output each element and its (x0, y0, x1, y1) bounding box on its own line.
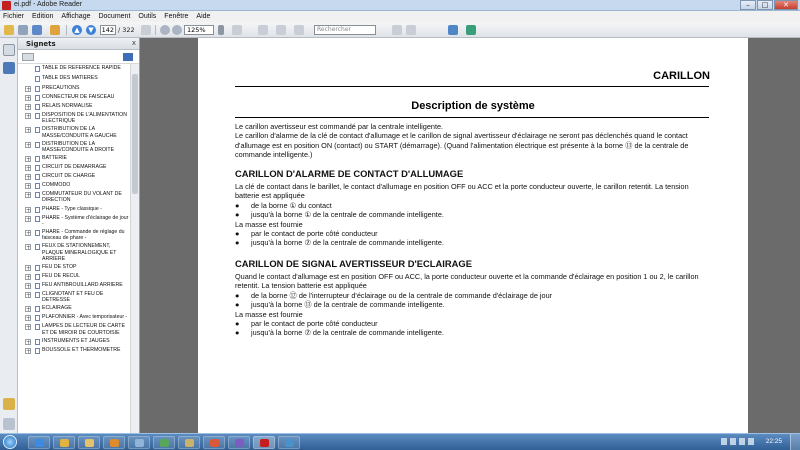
bookmark-label: TABLE DES MATIERES (42, 75, 98, 81)
close-panel-icon[interactable]: x (131, 39, 136, 47)
section-alarme: CARILLON D'ALARME DE CONTACT D'ALLUMAGE La clé de contact dans le barillet, le contact d'allumage en position OFF ou ACC et la porte conducteur ouverte, le carillon retentit. La tension batterie est appliquée ● de la borne ① du contact ● jusqu'à la borne ① de la centrale de commande intelligente. La masse est fournie ● par le contact de porte côté conducteur ● jusqu'à la borne ⑦ de la centrale de commande intelligente. (235, 168, 711, 248)
bookmark-icon (35, 339, 40, 345)
next-page-icon[interactable]: ▼ (86, 25, 96, 35)
search-input[interactable]: Rechercher (314, 25, 376, 35)
taskbar-app11[interactable] (278, 436, 300, 449)
bookmark-label: PHARE - Commande de réglage du faisceau de phare - (42, 229, 125, 242)
expand-icon[interactable]: + (26, 292, 32, 300)
app-icon (185, 439, 194, 447)
bookmark-item[interactable] (18, 304, 131, 313)
bookmark-icon (35, 324, 40, 330)
bookmark-label: FEU ANTIBROUILLARD ARRIERE (42, 282, 123, 289)
expand-icon[interactable]: + (26, 104, 32, 111)
media-icon (110, 439, 119, 447)
bookmark-label: LAMPES DE LECTEUR DE CARTE ET DE MIROIR DE COURTOISIE (42, 323, 125, 336)
bookmark-item[interactable] (18, 228, 131, 242)
bookmark-icon (35, 113, 40, 119)
bookmark-icon (35, 274, 40, 280)
bookmark-label: DISTRIBUTION DE LA MASSE/CONDUITE A DROITE (42, 140, 115, 154)
bookmark-icon (35, 156, 40, 162)
fit-page-icon[interactable] (232, 25, 242, 35)
bookmark-label: CIRCUIT DE DEMARRAGE (42, 164, 107, 171)
bookmark-label: INSTRUMENTS ET JAUGES (42, 337, 110, 344)
bookmark-icon (35, 86, 40, 92)
show-desktop-button[interactable] (790, 434, 800, 450)
bookmark-item[interactable] (18, 290, 131, 304)
bookmark-icon (35, 174, 40, 180)
bookmark-label: BATTERIE (42, 155, 67, 162)
bookmarks-title: Signets (26, 40, 56, 48)
bookmark-icon (35, 76, 40, 82)
adobe-reader-icon (260, 439, 269, 447)
bookmark-item[interactable] (18, 190, 131, 204)
zoom-out-icon[interactable] (160, 25, 170, 35)
bookmark-label: DISPOSITION DE L'ALIMENTATION ELECTRIQUE (42, 112, 127, 125)
page-number-input[interactable]: 142 (101, 26, 114, 34)
bookmarks-panel (18, 38, 140, 433)
attachments-icon[interactable] (3, 398, 15, 410)
bookmark-item[interactable] (18, 64, 131, 74)
zoom-in-icon[interactable] (172, 25, 182, 35)
expand-icon[interactable]: + (26, 315, 32, 323)
bookmark-item[interactable] (18, 93, 131, 102)
app-icon (135, 439, 144, 447)
spacer (24, 76, 32, 83)
bookmark-item[interactable] (18, 242, 131, 263)
clock[interactable]: 22:25 (765, 438, 782, 445)
bullet: par le contact de porte côté conducteur (251, 229, 378, 239)
bookmark-item[interactable] (18, 263, 131, 272)
page-total: / 322 (118, 26, 135, 34)
adobe-reader-icon (2, 1, 11, 10)
bookmarks-scrollbar[interactable] (130, 64, 139, 433)
folder-icon (85, 439, 94, 447)
expand-icon[interactable]: + (26, 324, 32, 332)
bookmark-label: CONNECTEUR DE FAISCEAU (42, 94, 115, 100)
menu-bar (0, 11, 800, 22)
intro-line-1: Le carillon avertisseur est commandé par la centrale intelligente. (235, 122, 444, 131)
extended-tools-icon[interactable] (448, 25, 458, 35)
bookmark-icon (35, 183, 40, 189)
bookmark-label: FEU DE STOP (42, 264, 77, 271)
bookmark-icon (35, 315, 40, 321)
previous-page-icon[interactable]: ▲ (72, 25, 82, 35)
taskbar-app5[interactable] (128, 436, 150, 449)
bookmark-label: COMMUTATEUR DU VOLANT DE DIRECTION (42, 191, 122, 204)
expand-icon[interactable]: + (26, 113, 32, 120)
taskbar-app7[interactable] (178, 436, 200, 449)
mass-text: La masse est fournie (235, 309, 303, 319)
bookmark-label: FEUX DE STATIONNEMENT, PLAQUE MINERALOGIQUE ET ARRIERE (42, 243, 117, 262)
fit-width-icon[interactable] (258, 25, 268, 35)
bullet: jusqu'à la borne ⑦ de la centrale de commande intelligente. (251, 238, 444, 248)
bookmark-item[interactable] (18, 346, 131, 355)
bookmark-item[interactable] (18, 111, 131, 125)
bookmark-item[interactable] (18, 74, 131, 84)
menu-affichage[interactable]: Affichage (61, 13, 91, 20)
section-text: Quand le contact d'allumage est en position OFF ou ACC, la porte conducteur ouverte et la commande d'éclairage en position 1 ou 2, le carillon retentit. La tension batterie est appliquée (235, 272, 699, 291)
bookmark-icon (35, 283, 40, 289)
print-icon[interactable] (18, 25, 28, 35)
bookmark-item[interactable] (18, 272, 131, 281)
app-icon (160, 439, 169, 447)
expand-icon[interactable]: + (26, 230, 32, 238)
taskbar-ie[interactable] (28, 436, 50, 449)
expand-icon[interactable]: + (26, 206, 32, 214)
expand-icon[interactable]: + (26, 183, 32, 191)
bookmark-label: CIRCUIT DE CHARGE (42, 173, 96, 180)
bookmark-label: PRECAUTIONS (42, 85, 80, 91)
bookmark-icon (35, 104, 40, 110)
expand-icon[interactable]: + (26, 174, 32, 182)
section-heading: CARILLON D'ALARME DE CONTACT D'ALLUMAGE (235, 168, 464, 179)
bookmark-icon (35, 216, 40, 222)
bookmark-icon (35, 348, 40, 354)
expand-icon[interactable]: + (26, 306, 32, 314)
bookmark-item[interactable] (18, 181, 131, 190)
volume-icon[interactable] (748, 438, 754, 445)
bullet: par le contact de porte côté conducteur (251, 319, 378, 329)
taskbar (0, 433, 800, 450)
intro-text (235, 122, 711, 160)
next-result-icon[interactable] (406, 25, 416, 35)
bookmark-icon (35, 95, 40, 101)
expand-icon[interactable]: + (26, 141, 32, 149)
bookmarks-header (18, 38, 139, 50)
previous-result-icon[interactable] (392, 25, 402, 35)
title-bar (0, 0, 800, 11)
chrome-icon (60, 439, 69, 447)
bookmark-item[interactable] (18, 102, 131, 111)
bookmark-item[interactable] (18, 214, 131, 228)
menu-fenetre[interactable]: Fenêtre (164, 13, 189, 20)
bookmark-item[interactable] (18, 154, 131, 163)
taskbar-app9[interactable] (228, 436, 250, 449)
rotate-icon[interactable] (276, 25, 286, 35)
ie-icon (35, 439, 44, 447)
bookmark-icon (35, 244, 40, 250)
comment-icon[interactable] (294, 25, 304, 35)
hand-tool-icon[interactable] (141, 25, 151, 35)
bookmark-item[interactable] (18, 84, 131, 93)
taskbar-app8[interactable] (203, 436, 225, 449)
document-viewer[interactable] (140, 38, 800, 433)
app-icon (235, 439, 244, 447)
bookmark-item[interactable] (18, 205, 131, 214)
share-icon[interactable] (50, 25, 60, 35)
taskbar-media[interactable] (103, 436, 125, 449)
taskbar-adobe-reader[interactable] (253, 436, 275, 449)
bookmarks-icon[interactable] (3, 62, 15, 74)
bookmark-item[interactable] (18, 172, 131, 181)
maximize-button[interactable]: □ (757, 0, 773, 10)
section-signal: CARILLON DE SIGNAL AVERTISSEUR D'ECLAIRAGE Quand le contact d'allumage est en position OFF ou ACC, la porte conducteur ouverte et la commande d'éclairage en position 1 ou 2, le carillon retentit. La tension batterie est appliquée ● de la borne ⑫ de l'interrupteur d'éclairage ou de la centrale de commande d'éclairage de jour ● jusqu'à la borne ⑬ de la centrale de commande intelligente. La masse est fournie ● par le contact de porte côté conducteur ● jusqu'à la borne ⑦ de la centrale de commande intelligente. (235, 258, 711, 338)
tray-icon[interactable] (730, 438, 736, 445)
expand-icon[interactable]: + (26, 95, 32, 102)
taskbar-chrome[interactable] (53, 436, 75, 449)
expand-icon[interactable]: + (26, 265, 32, 273)
start-button[interactable] (3, 435, 17, 449)
page-header: CARILLON (653, 70, 710, 82)
bookmark-icon (35, 207, 40, 213)
zoom-input[interactable]: 125% (184, 25, 214, 35)
expand-icon[interactable]: + (26, 347, 32, 355)
expand-icon[interactable]: + (26, 215, 32, 223)
menu-aide[interactable]: Aide (196, 13, 211, 20)
page-title: Description de système (411, 100, 535, 112)
bookmark-item[interactable] (18, 322, 131, 336)
bookmark-options-icon[interactable] (22, 53, 34, 61)
bookmark-label: PLAFONNIER - Avec temporisateur - (42, 314, 128, 321)
zoom-dropdown-icon[interactable] (218, 25, 224, 35)
expand-icon[interactable]: + (26, 86, 32, 93)
app-icon (210, 439, 219, 447)
bullet: jusqu'à la borne ⑦ de la centrale de commande intelligente. (251, 328, 444, 338)
bookmark-icon (35, 165, 40, 171)
mass-text: La masse est fournie (235, 219, 303, 229)
expand-icon[interactable]: + (26, 338, 32, 346)
expand-icon[interactable]: + (26, 156, 32, 164)
navigation-icon-strip (0, 38, 18, 433)
bookmark-icon (35, 230, 40, 236)
app-icon (285, 439, 294, 447)
menu-outils[interactable]: Outils (138, 13, 157, 20)
bookmark-label: FEU DE RECUL (42, 273, 81, 280)
bookmark-icon (35, 292, 40, 298)
bookmark-icon (35, 66, 40, 72)
bookmark-list (18, 64, 131, 433)
bookmark-label: ECLAIRAGE (42, 305, 72, 312)
bookmark-item[interactable] (18, 125, 131, 139)
bookmark-label: COMMODO (42, 182, 71, 189)
bookmark-label: PHARE - Type classique - (42, 205, 102, 212)
minimize-button[interactable]: – (740, 0, 756, 10)
expand-icon[interactable]: + (26, 283, 32, 291)
taskbar-explorer[interactable] (78, 436, 100, 449)
page-thumbnails-icon[interactable] (3, 44, 15, 56)
bookmark-label: PHARE - Système d'éclairage de jour - (42, 214, 129, 227)
bookmark-icon (35, 306, 40, 312)
taskbar-app6[interactable] (153, 436, 175, 449)
bullet: jusqu'à la borne ⑬ de la centrale de commande intelligente. (251, 300, 445, 310)
toolbar (0, 22, 800, 38)
intro-line-2: Le carillon d'alarme de la clé de contact d'allumage et le carillon de signal avertisseur d'éclairage ne seront pas déclenchés quand le contact d'allumage est en position ON (contact) ou START (démarrage). (Quand l'alimentation électrique est présente à la borne ⑬ de la centrale de commande intelligente.) (235, 131, 689, 160)
bookmark-item[interactable] (18, 337, 131, 346)
expand-icon[interactable]: + (26, 165, 32, 173)
bookmark-icon (35, 127, 40, 133)
bookmark-label: CLIGNOTANT ET FEU DE DETRESSE (42, 291, 104, 304)
bookmark-icon (35, 142, 40, 148)
section-text: La clé de contact dans le barillet, le contact d'allumage en position OFF ou ACC et la porte conducteur ouverte, le carillon retentit. La tension batterie est appliquée (235, 182, 689, 201)
bookmark-icon (35, 265, 40, 271)
bookmark-item[interactable] (18, 281, 131, 290)
save-icon[interactable] (32, 25, 42, 35)
bookmark-item[interactable] (18, 163, 131, 172)
bookmark-item[interactable] (18, 140, 131, 154)
bullet: jusqu'à la borne ① de la centrale de commande intelligente. (251, 210, 444, 220)
window-title: ei.pdf - Adobe Reader (14, 1, 83, 8)
bullet: de la borne ① du contact (251, 200, 332, 210)
bookmark-label: TABLE DE REFERENCE RAPIDE (42, 65, 121, 71)
expand-icon[interactable]: + (26, 244, 32, 252)
document-page (198, 38, 748, 433)
bookmark-icon (35, 192, 40, 198)
spacer (24, 66, 32, 73)
system-tray (718, 438, 754, 445)
bullet: de la borne ⑫ de l'interrupteur d'éclairage ou de la centrale de commande d'éclairage de jour (251, 290, 553, 300)
scrollbar-thumb[interactable] (132, 74, 138, 194)
expand-icon[interactable]: + (26, 127, 32, 135)
bookmark-item[interactable] (18, 313, 131, 322)
bookmark-label: BOUSSOLE ET THERMOMETRE (42, 346, 121, 353)
expand-icon[interactable]: + (26, 274, 32, 282)
menu-document[interactable]: Document (98, 13, 131, 20)
close-button[interactable]: ✕ (774, 0, 798, 10)
section-heading: CARILLON DE SIGNAL AVERTISSEUR D'ECLAIRAGE (235, 258, 472, 269)
menu-fichier[interactable]: Fichier (3, 13, 25, 20)
menu-edition[interactable]: Edition (32, 13, 54, 20)
bookmark-label: DISTRIBUTION DE LA MASSE/CONDUITE A GAUCHE (42, 126, 117, 139)
bookmark-label: RELAIS NORMALISE (42, 103, 93, 109)
bookmark-menu-icon[interactable] (123, 53, 133, 61)
tray-icon[interactable] (739, 438, 745, 445)
export-icon[interactable] (466, 25, 476, 35)
open-folder-icon[interactable] (4, 25, 14, 35)
tray-icon[interactable] (721, 438, 727, 445)
expand-icon[interactable]: + (26, 192, 32, 200)
signatures-icon[interactable] (3, 418, 15, 430)
